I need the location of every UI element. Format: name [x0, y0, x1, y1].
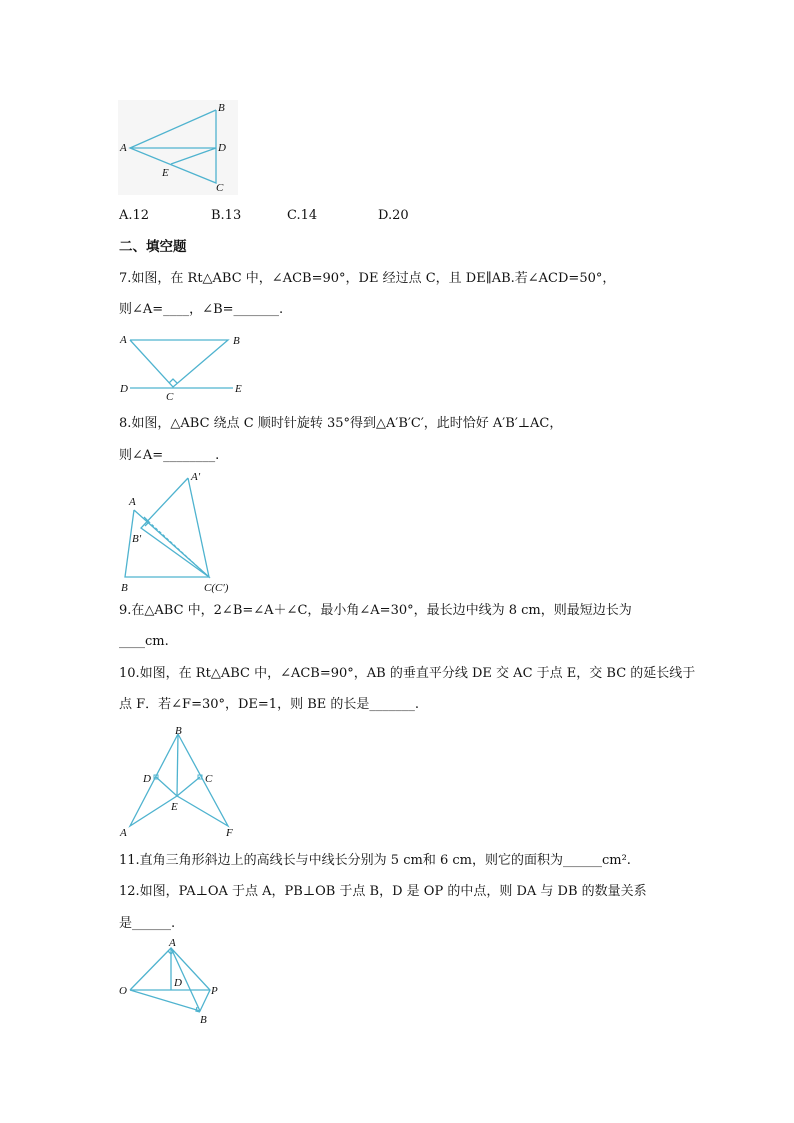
q9-text-line2: ____cm.: [119, 634, 169, 649]
figure-q7: [118, 330, 248, 402]
label-C: C: [166, 391, 174, 402]
label-E: E: [171, 801, 178, 813]
option-b: B.13: [211, 208, 242, 223]
label-F: F: [226, 827, 233, 839]
label-C: C: [205, 773, 213, 785]
figure-q12: [118, 935, 228, 1027]
label-A: A: [169, 937, 176, 949]
q8-text-line1: 8.如图，△ABC 绕点 C 顺时针旋转 35°得到△A′B′C′，此时恰好 A′B′⊥AC，: [119, 416, 563, 431]
label-A-prime: A′: [191, 471, 201, 483]
label-D: D: [218, 142, 226, 154]
label-A: A: [129, 496, 136, 508]
label-D: D: [174, 977, 182, 989]
q7-text-line2: 则∠A=____，∠B=_______.: [119, 302, 284, 317]
label-A: A: [120, 827, 127, 839]
label-C: C(C′): [204, 582, 229, 594]
label-D: D: [120, 383, 128, 395]
figure-prev-question: [118, 100, 238, 195]
label-A: A: [120, 142, 127, 154]
label-A: A: [120, 334, 127, 346]
label-P: P: [211, 985, 218, 997]
label-O: O: [119, 985, 127, 997]
label-B: B: [200, 1014, 207, 1026]
label-B: B: [218, 102, 225, 114]
q10-text-line1: 10.如图，在 Rt△ABC 中，∠ACB=90°，AB 的垂直平分线 DE 交 AC 于点 E，交 BC 的延长线于: [119, 666, 696, 681]
option-d: D.20: [378, 208, 409, 223]
q10-text-line2: 点 F．若∠F=30°，DE=1，则 BE 的长是_______.: [119, 697, 420, 712]
label-E: E: [235, 383, 242, 395]
option-c: C.14: [287, 208, 318, 223]
label-E: E: [162, 167, 169, 179]
q7-text-line1: 7.如图，在 Rt△ABC 中，∠ACB=90°，DE 经过点 C，且 DE∥AB.若∠ACD=50°，: [119, 271, 616, 286]
label-B: B: [233, 335, 240, 347]
q11-text-line1: 11.直角三角形斜边上的高线长与中线长分别为 5 cm和 6 cm，则它的面积为______cm².: [119, 853, 631, 868]
q9-text-line1: 9.在△ABC 中，2∠B=∠A＋∠C，最小角∠A=30°，最长边中线为 8 cm，则最短边长为: [119, 603, 632, 618]
q12-text-line1: 12.如图，PA⊥OA 于点 A，PB⊥OB 于点 B，D 是 OP 的中点，则 DA 与 DB 的数量关系: [119, 884, 647, 899]
q12-text-line2: 是______.: [119, 916, 176, 931]
q8-text-line2: 则∠A=________.: [119, 448, 220, 463]
label-D: D: [143, 773, 151, 785]
label-C: C: [216, 182, 224, 194]
label-B: B: [175, 725, 182, 737]
section-title: 二、填空题: [119, 239, 187, 255]
figure-q10: [118, 722, 243, 840]
label-B-prime: B′: [132, 533, 142, 545]
figure-q8: [118, 470, 248, 596]
option-a: A.12: [119, 208, 150, 223]
label-B: B: [121, 582, 128, 594]
